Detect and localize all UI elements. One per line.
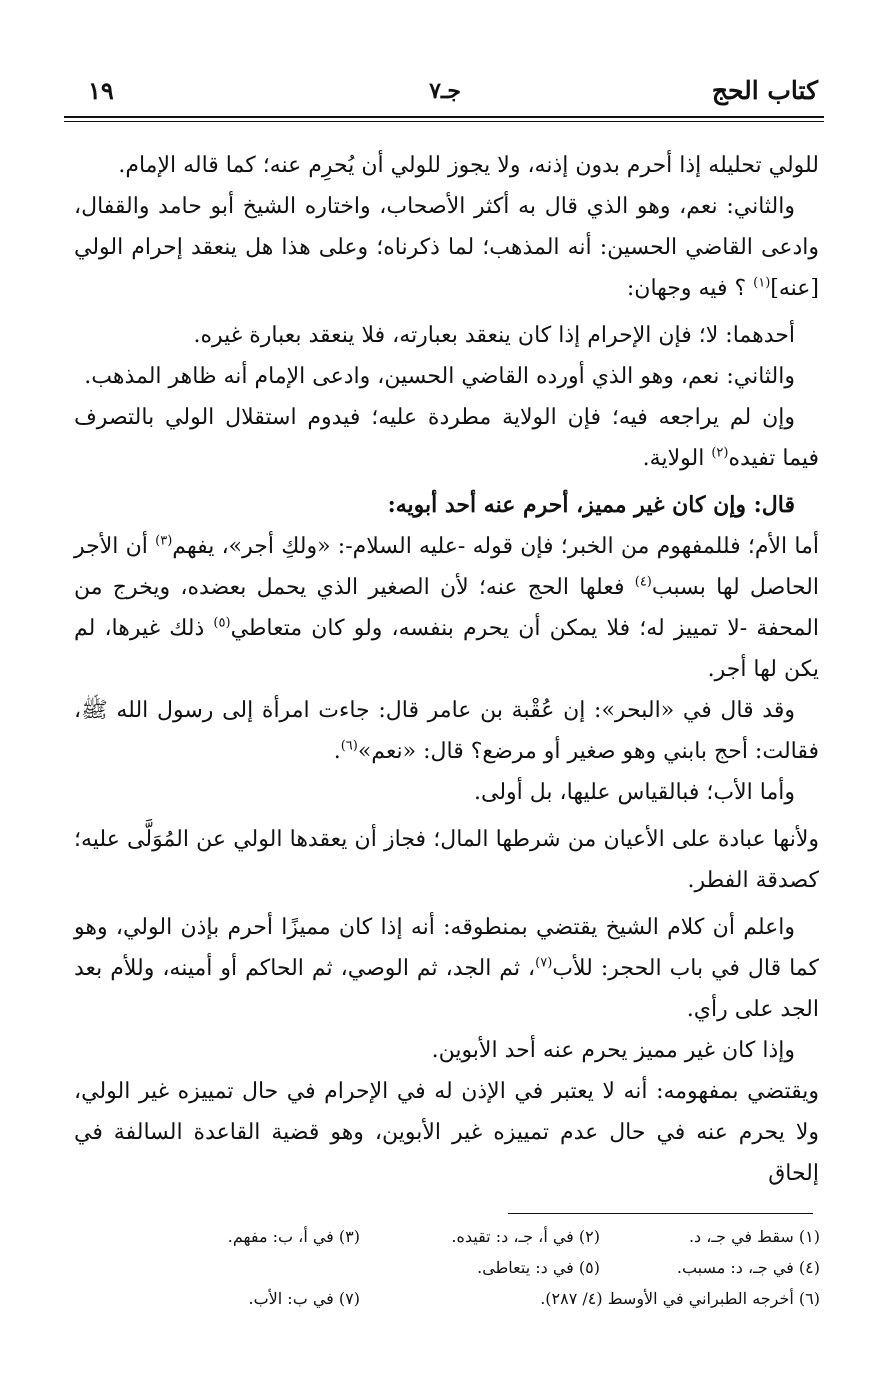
- footnote: (٤) في جـ، د: مسبب.: [676, 1258, 820, 1277]
- footnote-ref: (١): [753, 275, 771, 291]
- footnote-row: [180, 1221, 820, 1252]
- footnote-ref: (٧): [535, 955, 553, 971]
- footnote: (٥) في د: يتعاطى.: [477, 1258, 600, 1277]
- running-header: [68, 68, 822, 108]
- paragraph: والثاني: نعم، وهو الذي قال به أكثر الأصحاب، واختاره الشيخ أبو حامد والقفال، وادعى القاضي الحسين: أنه المذهب؛ لما ذكرناه؛ وعلى هذا هل ينعقد إحرام الولي [عنه]$^{(١)}$ ؟ فيه وجهان:: [74, 194, 819, 301]
- footnote-row: [180, 1283, 820, 1314]
- paragraph: وإذا كان غير مميز يحرم عنه أحد الأبوين.: [431, 1038, 795, 1063]
- paragraph: وقد قال في «البحر»: إن عُقْبة بن عامر قال: جاءت امرأة إلى رسول الله ﷺ، فقالت: أحج بابني وهو صغير أو مرضع؟ قال: «نعم»$^{(٦)}$.: [74, 698, 819, 764]
- footnote-ref: (٣): [155, 533, 173, 549]
- footnote-ref: (٤): [634, 574, 652, 590]
- page-number: ١٩: [88, 76, 114, 105]
- main-text: [74, 145, 819, 1194]
- header-rule: [64, 116, 824, 118]
- paragraph: أما الأم؛ فللمفهوم من الخبر؛ فإن قوله -عليه السلام-: «ولكِ أجر»، يفهم$^{(٣)}$ أن الأجر الحاصل لها بسبب$^{(٤)}$ فعلها الحج عنه؛ لأن الصغير الذي يحمل بعضده، ويخرج من المحفة -لا تمييز له؛ فلا يمكن أن يحرم بنفسه، ولو كان متعاطي$^{(٥)}$ ذلك غيرها، لم يكن لها أجر.: [74, 533, 820, 682]
- paragraph: وإن لم يراجعه فيه؛ فإن الولاية مطردة عليه؛ فيدوم استقلال الولي بالتصرف فيما تفيده$^{(٢)}$ الولاية.: [74, 405, 819, 471]
- footnote: (٣) في أ، ب: مفهم.: [227, 1227, 360, 1246]
- footnote-ref: (٥): [213, 615, 231, 631]
- paragraph: ويقتضي بمفهومه: أنه لا يعتبر في الإذن له في الإحرام في حال تمييزه غير الولي، ولا يحرم عنه في حال عدم تمييزه غير الأبوين، وهو قضية القاعدة السالفة في إلحاق: [74, 1079, 819, 1186]
- header-rule-thin: [64, 121, 824, 122]
- footnote-ref: (٦): [340, 738, 358, 754]
- paragraph: ولأنها عبادة على الأعيان من شرطها المال؛ فجاز أن يعقدها الولي عن المُوَلَّى عليه؛ كصدقة الفطر.: [74, 827, 819, 893]
- footnote-row: [180, 1252, 820, 1283]
- section-heading: قال: وإن كان غير مميز، أحرم عنه أحد أبويه:: [387, 492, 795, 518]
- footnote-ref: (٢): [711, 445, 729, 461]
- footnote: (٢) في أ، جـ، د: تقيده.: [451, 1227, 600, 1246]
- paragraph: وأما الأب؛ فبالقياس عليها، بل أولى.: [474, 780, 795, 805]
- footnote: (١) سقط في جـ، د.: [688, 1227, 820, 1246]
- footnote: (٦) أخرجه الطبراني في الأوسط (٤/ ٢٨٧).: [540, 1289, 820, 1308]
- footnotes: [180, 1221, 820, 1314]
- paragraph: أحدهما: لا؛ فإن الإحرام إذا كان ينعقد بعبارته، فلا ينعقد بعبارة غيره.: [193, 323, 795, 348]
- book-title: كتاب الحج: [711, 76, 818, 105]
- paragraph: للولي تحليله إذا أحرم بدون إذنه، ولا يجوز للولي أن يُحرِم عنه؛ كما قاله الإمام.: [118, 153, 819, 178]
- footnote: (٧) في ب: الأب.: [248, 1289, 360, 1308]
- volume-label: جـ٧: [429, 78, 461, 104]
- paragraph: واعلم أن كلام الشيخ يقتضي بمنطوقه: أنه إذا كان مميزًا أحرم بإذن الولي، وهو كما قال في باب الحجر: للأب$^{(٧)}$، ثم الجد، ثم الوصي، ثم الحاكم أو أمينه، وللأم بعد الجد على رأي.: [74, 915, 819, 1022]
- footnote-rule: [508, 1213, 813, 1214]
- paragraph: والثاني: نعم، وهو الذي أورده القاضي الحسين، وادعى الإمام أنه ظاهر المذهب.: [84, 364, 795, 389]
